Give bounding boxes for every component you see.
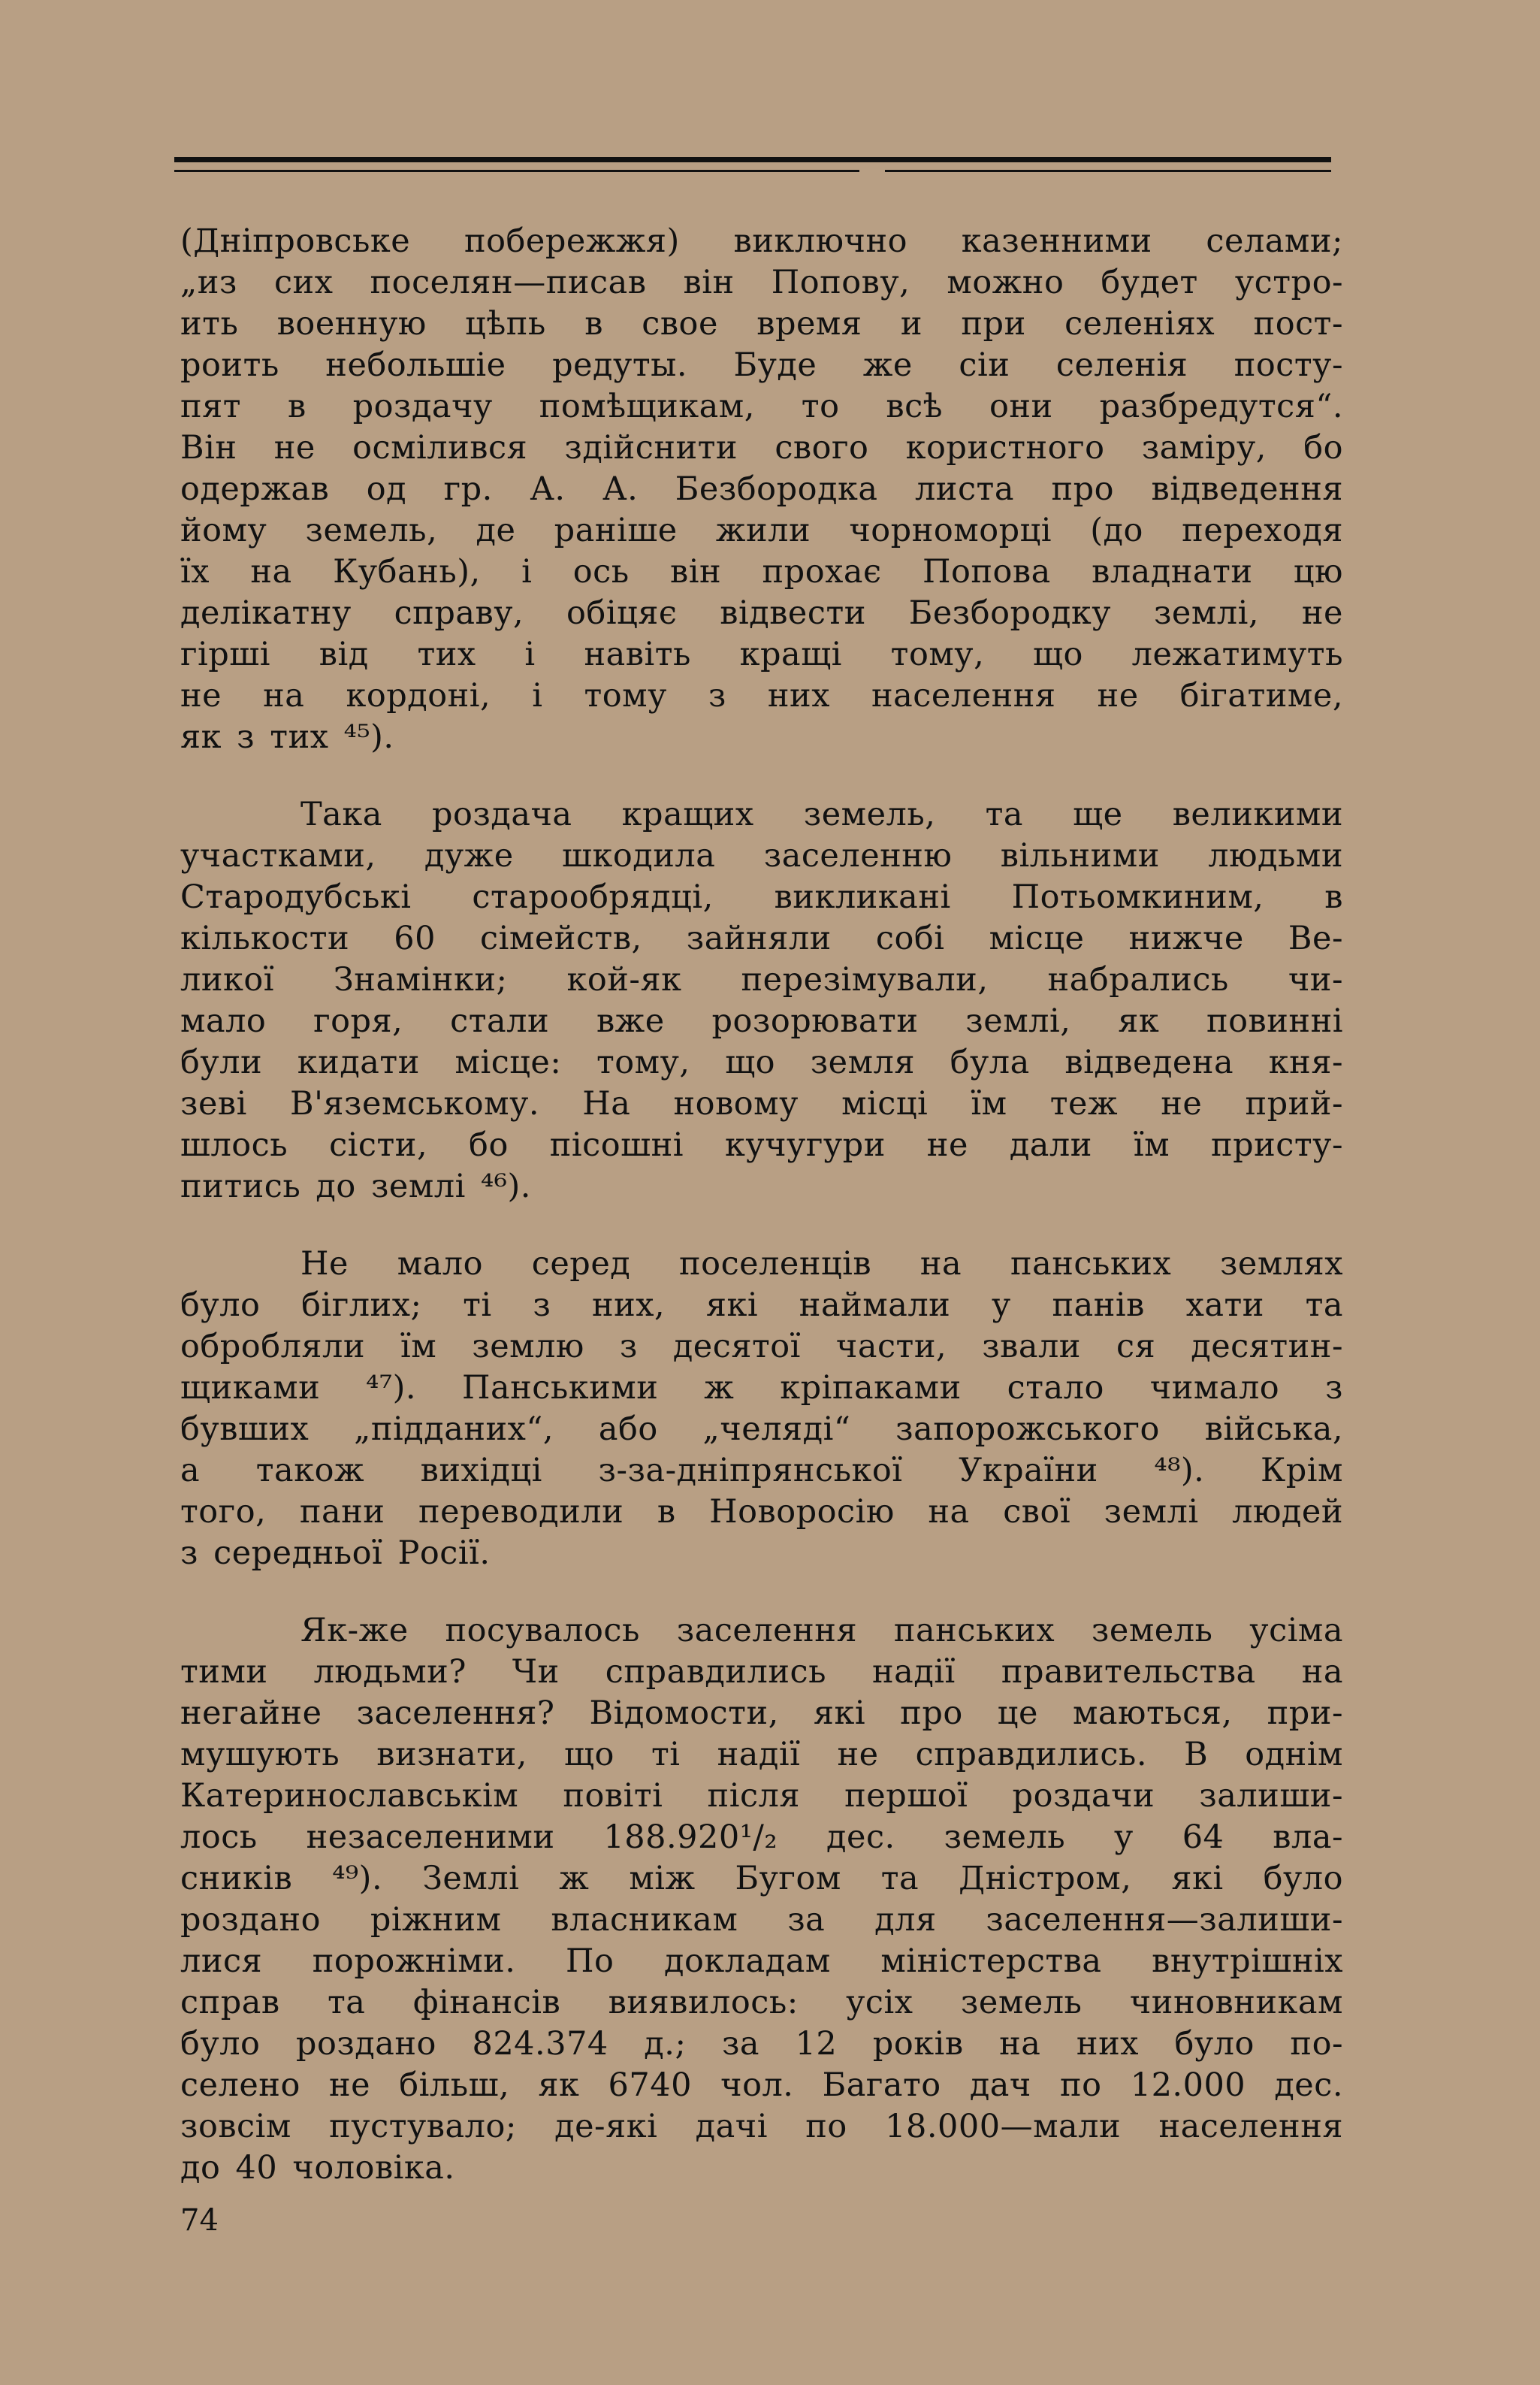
text-line: Катеринославськім повіті після першої роздачи залиши- xyxy=(180,1777,1343,1815)
text-line: лось незаселеними 188.920¹/₂ дес. земель у 64 вла- xyxy=(180,1818,1343,1856)
text-line: (Дніпровське побережжя) виключно казенними селами; xyxy=(180,222,1343,260)
text-line: одержав од гр. А. А. Безбородка листа про відведення xyxy=(180,470,1343,508)
text-line: Стародубські старообрядці, викликані Потьомкиним, в xyxy=(180,878,1343,916)
text-line: кількости 60 сімейств, зайняли собі місце нижче Ве- xyxy=(180,920,1343,957)
text-line: роздано ріжним власникам за для заселення—залиши- xyxy=(180,1901,1343,1939)
text-column xyxy=(180,221,1343,2225)
text-line: питись до землі ⁴⁶). xyxy=(180,1168,531,1205)
text-line: негайне заселення? Відомости, які про це маються, при- xyxy=(180,1694,1343,1732)
text-line: роить небольшіе редуты. Буде же сіи селенія посту- xyxy=(180,346,1343,384)
text-line: ить военную цѣпь в свое время и при селеніях пост- xyxy=(180,305,1343,343)
text-line: було біглих; ті з них, які наймали у панів хати та xyxy=(180,1286,1343,1324)
text-line: бувших „підданих“, або „челяді“ запорожського війська, xyxy=(180,1410,1343,1448)
text-line: Він не осмілився здійснити свого користного заміру, бо xyxy=(180,429,1343,467)
header-rule-thin-right xyxy=(885,170,1331,172)
text-line: тими людьми? Чи справдились надії правительства на xyxy=(180,1653,1343,1691)
text-line: зеві В'яземському. На новому місці їм теж не прий- xyxy=(180,1085,1343,1123)
page-number: 74 xyxy=(180,2203,219,2238)
text-line: зовсім пустувало; де-які дачі по 18.000—мали населення xyxy=(180,2108,1343,2145)
header-rule-thick xyxy=(174,157,1331,162)
text-line: ликої Знамінки; кой-як перезімували, набрались чи- xyxy=(180,961,1343,999)
text-line: їх на Кубань), і ось він прохає Попова владнати цю xyxy=(180,553,1343,591)
text-line: йому земель, де раніше жили чорноморці (до переходя xyxy=(180,512,1343,549)
text-line: участками, дуже шкодила заселенню вільними людьми xyxy=(180,837,1343,875)
text-line: щиками ⁴⁷). Панськими ж кріпаками стало чимало з xyxy=(180,1369,1343,1407)
text-line: а також вихідці з-за-дніпрянської України ⁴⁸). Крім xyxy=(180,1452,1343,1489)
text-line: було роздано 824.374 д.; за 12 років на них було по- xyxy=(180,2025,1343,2063)
text-line: були кидати місце: тому, що земля була відведена кня- xyxy=(180,1044,1343,1081)
text-line: мало горя, стали вже розорювати землі, як повинні xyxy=(180,1002,1343,1040)
text-line: того, пани переводили в Новоросію на свої землі людей xyxy=(180,1493,1343,1531)
header-rule-thin-left xyxy=(174,170,859,172)
text-line: лися порожніми. По докладам міністерства внутрішніх xyxy=(180,1942,1343,1980)
text-line: пят в роздачу помѣщикам, то всѣ они разбредутся“. xyxy=(180,388,1343,425)
text-line: селено не більш, як 6740 чол. Багато дач по 12.000 дес. xyxy=(180,2066,1343,2104)
text-line: делікатну справу, обіцяє відвести Безбородку землі, не xyxy=(180,594,1343,632)
text-line: шлось сісти, бо пісошні кучугури не дали їм присту- xyxy=(180,1126,1343,1164)
text-line: сників ⁴⁹). Землі ж між Бугом та Дністром, які було xyxy=(180,1860,1343,1897)
text-line: не на кордоні, і тому з них населення не бігатиме, xyxy=(180,677,1343,715)
text-line: справ та фінансів виявилось: усіх земель чиновникам xyxy=(180,1984,1343,2021)
paragraph-2 xyxy=(180,794,1343,1208)
paragraph-1 xyxy=(180,221,1343,758)
paragraph-4 xyxy=(180,1610,1343,2189)
text-line: з середньої Росії. xyxy=(180,1534,491,1572)
text-line: мушують визнати, що ті надії не справдились. В однім xyxy=(180,1736,1343,1773)
text-line: „из сих поселян—писав він Попову, можно будет устро- xyxy=(180,264,1343,301)
text-line: обробляли їм землю з десятої части, звали ся десятин- xyxy=(180,1328,1343,1365)
text-line: Не мало серед поселенців на панських землях xyxy=(300,1245,1343,1283)
text-line: Така роздача кращих земель, та ще великими xyxy=(300,796,1343,833)
text-line: гірші від тих і навіть кращі тому, що лежатимуть xyxy=(180,636,1343,673)
paragraph-3 xyxy=(180,1244,1343,1574)
text-line: до 40 чоловіка. xyxy=(180,2149,455,2187)
text-line: як з тих ⁴⁵). xyxy=(180,718,394,756)
text-line: Як-же посувалось заселення панських земель усіма xyxy=(300,1612,1343,1649)
